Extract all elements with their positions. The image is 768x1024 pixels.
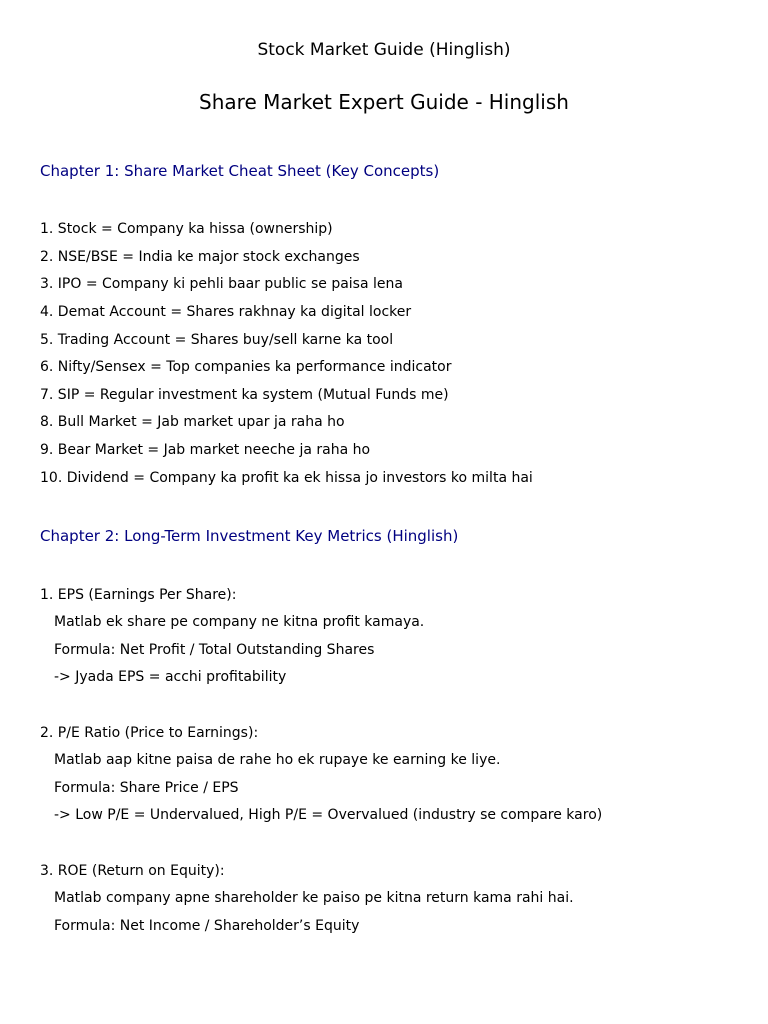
metric-title: 3. ROE (Return on Equity): xyxy=(40,863,225,879)
document-header-title: Stock Market Guide (Hinglish) xyxy=(257,40,511,60)
chapter-1-item: 6. Nifty/Sensex = Top companies ka performance indicator xyxy=(40,359,452,375)
metric-line: -> Jyada EPS = acchi profitability xyxy=(54,669,287,685)
metric-line: Matlab aap kitne paisa de rahe ho ek rupaye ke earning ke liye. xyxy=(54,752,501,768)
metric-line: Formula: Net Profit / Total Outstanding Shares xyxy=(54,642,375,658)
metric-line: Formula: Net Income / Shareholder’s Equity xyxy=(54,918,360,934)
chapter-1-item: 5. Trading Account = Shares buy/sell karne ka tool xyxy=(40,332,394,348)
metric-line: Matlab ek share pe company ne kitna profit kamaya. xyxy=(54,614,425,630)
chapter-1-item: 4. Demat Account = Shares rakhnay ka digital locker xyxy=(40,304,412,320)
metric-line: Formula: Share Price / EPS xyxy=(54,780,239,796)
metric-line: Matlab company apne shareholder ke paiso pe kitna return kama rahi hai. xyxy=(54,890,574,906)
chapter-1-item: 10. Dividend = Company ka profit ka ek hissa jo investors ko milta hai xyxy=(40,470,533,486)
chapter-1-item: 1. Stock = Company ka hissa (ownership) xyxy=(40,221,333,237)
metric-title: 1. EPS (Earnings Per Share): xyxy=(40,587,237,603)
metric-title: 2. P/E Ratio (Price to Earnings): xyxy=(40,725,259,741)
chapter-1-item: 7. SIP = Regular investment ka system (Mutual Funds me) xyxy=(40,387,449,403)
chapter-1-item: 3. IPO = Company ki pehli baar public se paisa lena xyxy=(40,276,403,292)
document-main-title: Share Market Expert Guide - Hinglish xyxy=(199,90,569,114)
chapter-1-heading: Chapter 1: Share Market Cheat Sheet (Key Concepts) xyxy=(40,162,440,180)
chapter-2-heading: Chapter 2: Long-Term Investment Key Metrics (Hinglish) xyxy=(40,527,459,545)
chapter-1-item: 2. NSE/BSE = India ke major stock exchanges xyxy=(40,249,360,265)
metric-line: -> Low P/E = Undervalued, High P/E = Overvalued (industry se compare karo) xyxy=(54,807,603,823)
chapter-1-item: 8. Bull Market = Jab market upar ja raha ho xyxy=(40,414,345,430)
chapter-1-item: 9. Bear Market = Jab market neeche ja raha ho xyxy=(40,442,371,458)
